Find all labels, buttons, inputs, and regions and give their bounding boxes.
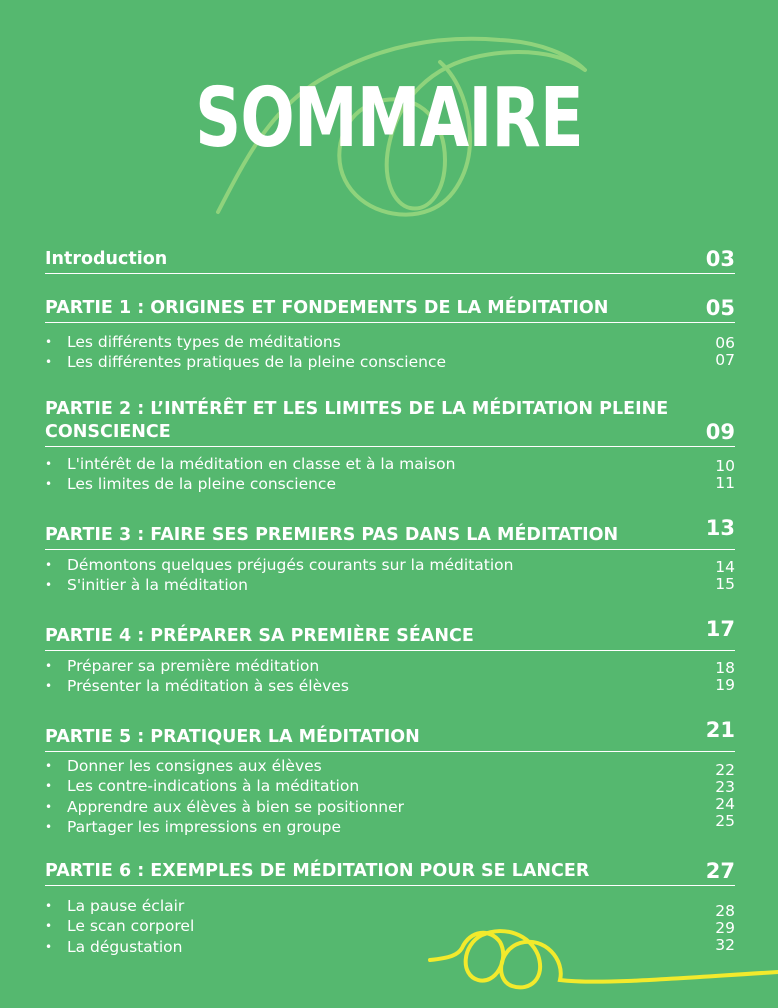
list-item[interactable]: • Apprendre aux élèves à bien se positionner [45,797,405,816]
bullet-icon: • [45,919,53,934]
section-title: PARTIE 1 : ORIGINES ET FONDEMENTS DE LA MÉDITATION [45,298,609,318]
bullet-icon: • [45,659,53,673]
list-item[interactable]: • Les limites de la pleine conscience [45,475,336,494]
list-item[interactable]: • Le scan corporel [45,917,195,936]
bullet-icon: • [45,779,53,794]
toc-section-partie-4[interactable] [45,616,735,651]
item-page-numbers: 14 15 [715,558,735,593]
list-item[interactable]: • La dégustation [45,937,183,956]
list-item[interactable]: • Partager les impressions en groupe [45,817,342,836]
list-item[interactable]: • Les contre-indications à la méditation [45,777,360,796]
list-item[interactable]: • Les différents types de méditations [45,333,341,351]
section-items-partie-3 [45,555,735,596]
toc-section-partie-5[interactable] [45,717,735,752]
section-page-number: 09 [705,420,735,444]
bullet-icon: • [45,799,53,814]
bullet-icon: • [45,355,53,370]
section-items-partie-6 [45,896,735,957]
toc-section-partie-2[interactable] [45,398,735,447]
item-page-numbers: 22 23 24 25 [715,761,735,830]
section-page-number: 27 [705,859,735,883]
item-page-numbers: 10 11 [715,457,735,492]
section-title: PARTIE 4 : PRÉPARER SA PREMIÈRE SÉANCE [45,626,474,646]
section-title: PARTIE 2 : L’INTÉRÊT ET LES LIMITES DE LA MÉDITATION PLEINE CONSCIENCE [45,399,669,442]
bullet-icon: • [45,457,53,471]
list-item[interactable]: • La pause éclair [45,897,185,915]
bullet-icon: • [45,558,53,572]
section-page-number: 21 [705,718,735,742]
list-item[interactable]: • Donner les consignes aux élèves [45,757,322,775]
item-page-numbers: 28 29 32 [715,902,735,954]
section-title: PARTIE 5 : PRATIQUER LA MÉDITATION [45,727,420,747]
toc-section-introduction[interactable] [45,246,735,274]
section-title: Introduction [45,249,168,269]
section-items-partie-5 [45,756,735,837]
toc-section-partie-6[interactable] [45,858,735,886]
bullet-icon: • [45,939,53,954]
bullet-icon: • [45,819,53,834]
bullet-icon: • [45,477,53,492]
section-title: PARTIE 3 : FAIRE SES PREMIERS PAS DANS LA MÉDITATION [45,525,619,545]
bullet-icon: • [45,759,53,773]
bullet-icon: • [45,899,53,913]
section-page-number: 03 [705,247,735,271]
list-item[interactable]: • Démontons quelques préjugés courants sur la méditation [45,556,514,574]
section-items-partie-2 [45,454,735,495]
page-title: SOMMAIRE [195,71,583,166]
bullet-icon: • [45,335,53,349]
section-items-partie-4 [45,656,735,697]
section-page-number: 17 [705,617,735,641]
section-items-partie-1 [45,332,735,373]
list-item[interactable]: • Préparer sa première méditation [45,657,320,675]
bullet-icon: • [45,578,53,593]
section-title: PARTIE 6 : EXEMPLES DE MÉDITATION POUR SE LANCER [45,861,590,881]
list-item[interactable]: • L'intérêt de la méditation en classe et à la maison [45,455,456,473]
toc-section-partie-3[interactable] [45,515,735,550]
list-item[interactable]: • S'initier à la méditation [45,576,248,595]
item-page-numbers: 18 19 [715,659,735,694]
section-page-number: 13 [705,516,735,540]
bullet-icon: • [45,679,53,694]
toc-section-partie-1[interactable] [45,295,735,323]
item-page-numbers: 06 07 [715,334,735,369]
list-item[interactable]: • Présenter la méditation à ses élèves [45,677,349,696]
section-page-number: 05 [705,296,735,320]
list-item[interactable]: • Les différentes pratiques de la pleine conscience [45,353,447,372]
